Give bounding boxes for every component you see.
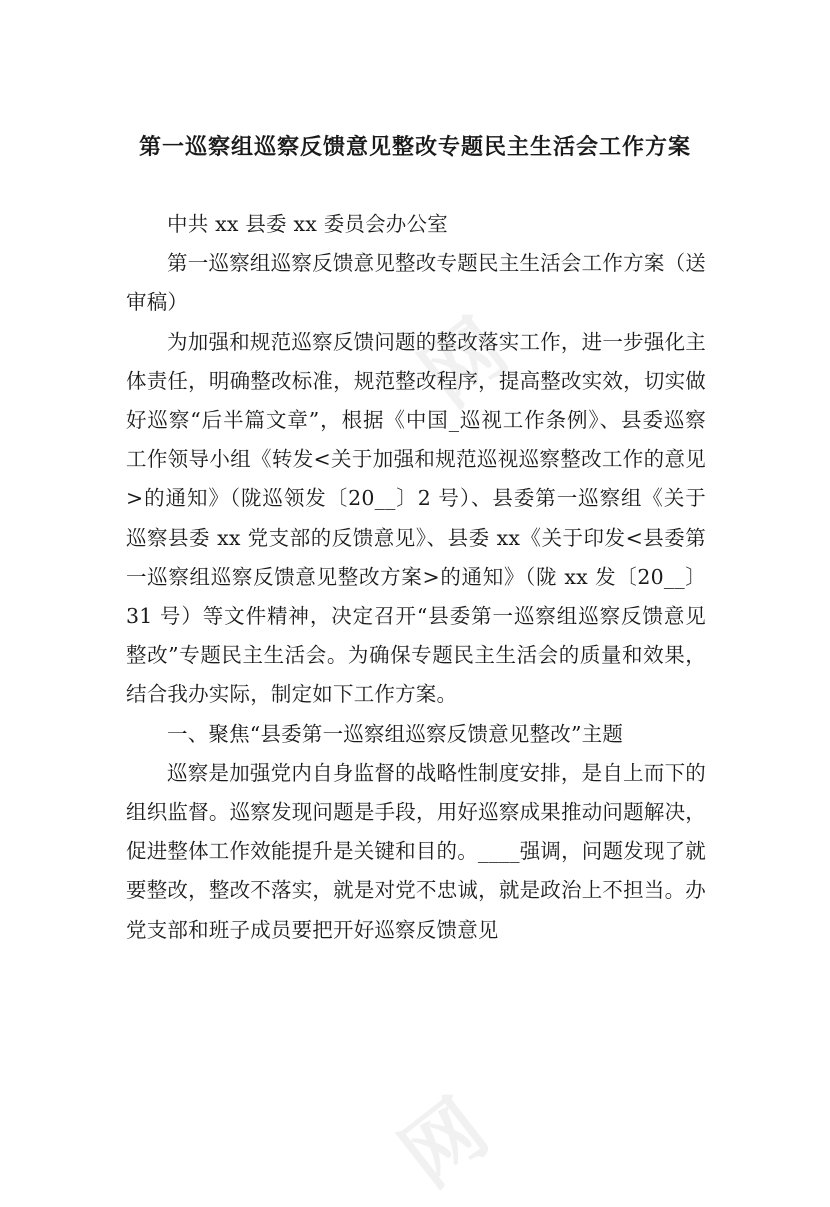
intro-paragraph: 为加强和规范巡察反馈问题的整改落实工作，进一步强化主体责任，明确整改标准，规范整改程序，提高整改实效，切实做好巡察“后半篇文章”，根据《中国_巡视工作条例》、县委巡察工作领导小组《转发<关于加强和规范巡视巡察整改工作的意见>的通知》（陇巡领发〔20__〕2 号）、县委第一巡察组《关于巡察县委 xx 党支部的反馈意见》、县委 xx《关于印发<县委第一巡察组巡察反馈意见整改方案>的通知》（陇 xx 发〔20__〕31 号）等文件精神，决定召开“县委第一巡察组巡察反馈意见整改”专题民主生活会。为确保专题民主生活会的质量和效果，结合我办实际，制定如下工作方案。 [126, 329, 706, 707]
page-title: 第一巡察组巡察反馈意见整改专题民主生活会工作方案 [138, 135, 691, 160]
document-body [126, 205, 706, 950]
watermark: 网 [384, 1081, 505, 1205]
watermark: 网 [404, 301, 525, 425]
issuer-line: 中共 xx 县委 xx 委员会办公室 [167, 212, 448, 236]
body-paragraph: 巡察是加强党内自身监督的战略性制度安排，是自上而下的组织监督。巡察发现问题是手段，用好巡察成果推动问题解决，促进整体工作效能提升是关键和目的。____强调，问题发现了就要整改，整改不落实，就是对党不忠诚，就是政治上不担当。办党支部和班子成员要把开好巡察反馈意见 [126, 760, 706, 942]
section-heading: 一、聚焦“县委第一巡察组巡察反馈意见整改”主题 [167, 721, 624, 746]
subtitle-paragraph: 第一巡察组巡察反馈意见整改专题民主生活会工作方案（送审稿） [126, 251, 706, 315]
